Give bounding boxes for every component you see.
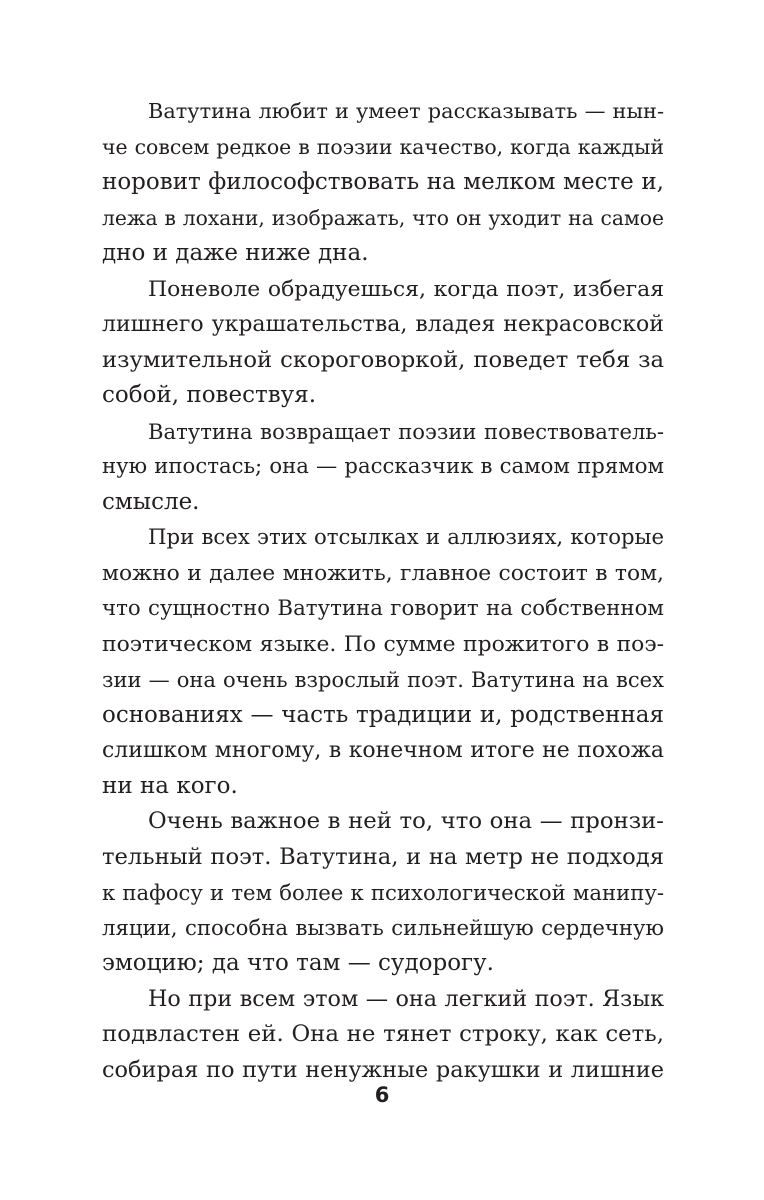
paragraph-1-line-2: че совсем редкое в поэзии качество, когда каждый [102, 134, 664, 159]
paragraph-5-line-1: Очень важное в ней то, что она — пронзи- [148, 808, 664, 834]
paragraph-1-line-3: норовит философствовать на мелком месте и, [102, 169, 664, 195]
paragraph-6-line-2: подвластен ей. Она не тянет строку, как сеть, [102, 1021, 664, 1047]
paragraph-2-line-2: лишнего украшательства, владея некрасовской [102, 312, 664, 337]
paragraph-4-line-6: основаниях — часть традиции и, родственная [102, 701, 664, 728]
paragraph-5-line-2: тельный поэт. Ватутина, и на метр не подходя [102, 843, 664, 870]
paragraph-3-line-1: Ватутина возвращает поэзии повествователь- [148, 418, 664, 444]
paragraph-4-line-4: поэтическом языке. По сумме прожитого в поэ- [102, 631, 664, 657]
paragraph-1-line-1: Ватутина любит и умеет рассказывать — нын- [148, 99, 664, 123]
page-number: 6 [374, 1083, 390, 1107]
paragraph-3-line-3: смысле. [102, 488, 200, 515]
paragraph-3-line-2: ную ипостась; она — рассказчик в самом прямом [102, 454, 664, 479]
paragraph-4-line-7: слишком многому, в конечном итоге не похожа [102, 738, 664, 763]
paragraph-6-line-1: Но при всем этом — она легкий поэт. Язык [148, 985, 664, 1012]
body-text [102, 94, 664, 1088]
paragraph-6-line-3: собирая по пути ненужные ракушки и лишние [102, 1056, 664, 1083]
paragraph-5-line-5: эмоцию; да что там — судорогу. [102, 950, 494, 976]
paragraph-1-line-4: лежа в лохани, изображать, что он уходит на самое [102, 205, 664, 230]
paragraph-4-line-2: можно и далее множить, главное состоит в том, [102, 560, 664, 586]
paragraph-5-line-4: ляции, способна вызвать сильнейшую сердечную [102, 915, 664, 941]
paragraph-5-line-3: к пафосу и тем более к психологической манипу- [102, 880, 664, 905]
paragraph-4-line-8: ни на кого. [102, 772, 238, 799]
paragraph-1-line-5: дно и даже ниже дна. [102, 240, 369, 266]
paragraph-2-line-1: Поневоле обрадуешься, когда поэт, избегая [148, 276, 664, 302]
paragraph-2-line-3: изумительной скороговоркой, поведет тебя за [102, 346, 664, 373]
paragraph-2-line-4: собой, повествуя. [102, 382, 317, 408]
paragraph-4-line-1: При всех этих отсылках и аллюзиях, которые [148, 525, 664, 550]
paragraph-4-line-5: зии — она очень взрослый поэт. Ватутина на всех [102, 667, 664, 692]
paragraph-4-line-3: что сущностно Ватутина говорит на собственном [102, 596, 664, 621]
